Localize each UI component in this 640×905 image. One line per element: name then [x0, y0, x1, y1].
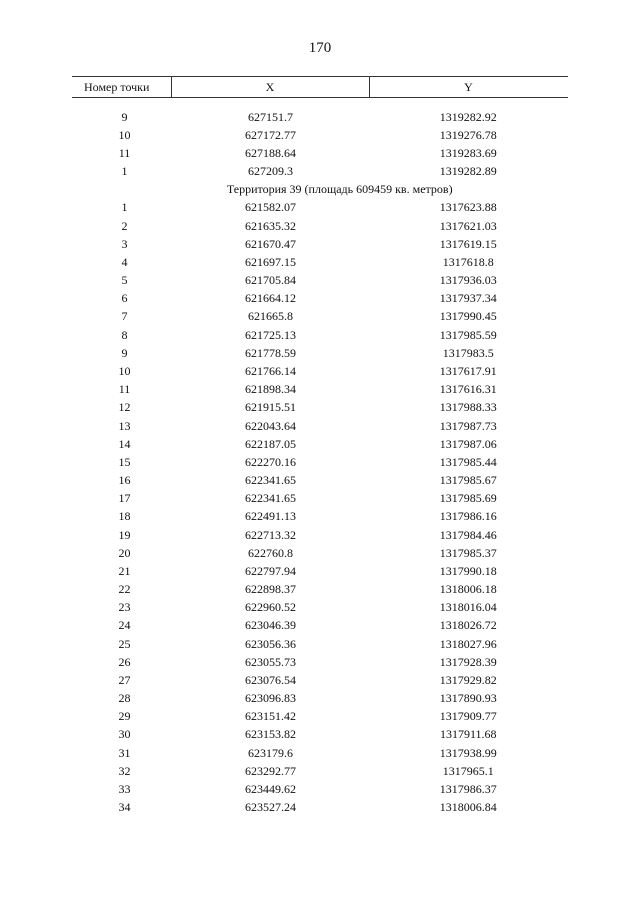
y-coordinate-cell: 1317985.44	[439, 454, 497, 469]
y-coordinate-cell: 1317929.82	[439, 672, 497, 687]
table-row	[72, 690, 568, 708]
x-coordinate-cell: 623153.82	[245, 727, 296, 742]
point-number-cell: 13	[118, 418, 131, 433]
y-coordinate-cell: 1317937.34	[439, 291, 497, 306]
point-number-cell: 33	[118, 781, 131, 796]
point-number-cell: 11	[118, 382, 131, 397]
y-coordinate-cell: 1317988.33	[439, 400, 497, 415]
x-coordinate-cell: 623046.39	[245, 618, 296, 633]
table-row	[72, 453, 568, 471]
y-coordinate-cell: 1318027.96	[439, 636, 497, 651]
point-number-cell: 22	[118, 582, 131, 597]
point-number-cell: 10	[118, 127, 131, 142]
x-coordinate-cell: 623096.83	[245, 691, 296, 706]
y-coordinate-cell: 1317985.67	[439, 473, 497, 488]
y-coordinate-cell: 1317985.59	[439, 327, 497, 342]
x-coordinate-cell: 623527.24	[245, 800, 296, 815]
page-number: 170	[308, 40, 332, 56]
y-coordinate-cell: 1317911.68	[439, 727, 497, 742]
x-coordinate-cell: 621665.8	[248, 309, 293, 324]
point-number-cell: 17	[118, 491, 131, 506]
x-coordinate-cell: 621697.15	[245, 254, 296, 269]
table-row	[72, 708, 568, 726]
point-number-cell: 26	[118, 654, 131, 669]
table-row	[72, 272, 568, 290]
point-number-cell: 29	[118, 709, 131, 724]
table-row	[72, 163, 568, 181]
column-header-point-number: Номер точки	[72, 77, 171, 98]
x-coordinate-cell: 621898.34	[245, 382, 296, 397]
x-coordinate-cell: 622898.37	[245, 582, 296, 597]
y-coordinate-cell: 1317938.99	[439, 745, 497, 760]
column-header-y: Y	[369, 77, 568, 98]
table-row	[72, 199, 568, 217]
table-row	[72, 344, 568, 362]
point-number-cell: 27	[118, 672, 131, 687]
spacer-row	[72, 98, 568, 109]
point-number-cell: 23	[118, 600, 131, 615]
point-number-cell: 28	[118, 691, 131, 706]
x-coordinate-cell: 621705.84	[245, 273, 296, 288]
point-number-cell: 7	[121, 309, 128, 324]
point-number-cell: 1	[121, 200, 128, 215]
y-coordinate-cell: 1317619.15	[439, 236, 497, 251]
table-row	[72, 526, 568, 544]
point-number-cell: 4	[121, 254, 128, 269]
table-header-row	[72, 77, 568, 98]
table-row	[72, 435, 568, 453]
y-coordinate-cell: 1317618.8	[442, 254, 494, 269]
x-coordinate-cell: 623076.54	[245, 672, 296, 687]
table-row	[72, 308, 568, 326]
table-row	[72, 253, 568, 271]
point-number-cell: 16	[118, 473, 131, 488]
y-coordinate-cell: 1319276.78	[439, 127, 497, 142]
point-number-cell: 31	[118, 745, 131, 760]
table-row	[72, 544, 568, 562]
x-coordinate-cell: 622270.16	[245, 454, 296, 469]
point-number-cell: 12	[118, 400, 131, 415]
y-coordinate-cell: 1317987.06	[439, 436, 497, 451]
point-number-cell: 11	[118, 145, 131, 160]
table-row	[72, 562, 568, 580]
y-coordinate-cell: 1317936.03	[439, 273, 497, 288]
table-row	[72, 399, 568, 417]
x-coordinate-cell: 621778.59	[245, 345, 296, 360]
point-number-cell: 20	[118, 545, 131, 560]
point-number-cell: 14	[118, 436, 131, 451]
section-row	[72, 181, 568, 199]
x-coordinate-cell: 622760.8	[248, 545, 293, 560]
y-coordinate-cell: 1317616.31	[439, 382, 497, 397]
table-row	[72, 108, 568, 126]
y-coordinate-cell: 1317985.69	[439, 491, 497, 506]
x-coordinate-cell: 623179.6	[248, 745, 293, 760]
y-coordinate-cell: 1317986.37	[439, 781, 497, 796]
table-body	[72, 98, 568, 817]
y-coordinate-cell: 1317983.5	[442, 345, 494, 360]
point-number-cell: 15	[118, 454, 131, 469]
x-coordinate-cell: 623449.62	[245, 781, 296, 796]
table-row	[72, 217, 568, 235]
table-row	[72, 290, 568, 308]
y-coordinate-cell: 1317621.03	[439, 218, 497, 233]
x-coordinate-cell: 623292.77	[245, 763, 296, 778]
x-coordinate-cell: 623055.73	[245, 654, 296, 669]
table-row	[72, 599, 568, 617]
x-coordinate-cell: 621915.51	[245, 400, 296, 415]
x-coordinate-cell: 627172.77	[245, 127, 296, 142]
y-coordinate-cell: 1319282.89	[439, 164, 497, 179]
x-coordinate-cell: 621635.32	[245, 218, 296, 233]
column-header-x: X	[171, 77, 369, 98]
point-number-cell: 19	[118, 527, 131, 542]
y-coordinate-cell: 1319282.92	[439, 109, 497, 124]
table-row	[72, 726, 568, 744]
table-row	[72, 508, 568, 526]
table-row	[72, 780, 568, 798]
table-row	[72, 417, 568, 435]
y-coordinate-cell: 1317617.91	[439, 363, 497, 378]
point-number-cell: 34	[118, 800, 131, 815]
y-coordinate-cell: 1317909.77	[439, 709, 497, 724]
table-row	[72, 799, 568, 817]
x-coordinate-cell: 622797.94	[245, 563, 296, 578]
table-row	[72, 235, 568, 253]
point-number-cell: 25	[118, 636, 131, 651]
point-number-cell: 18	[118, 509, 131, 524]
x-coordinate-cell: 621664.12	[245, 291, 296, 306]
y-coordinate-cell: 1317928.39	[439, 654, 497, 669]
x-coordinate-cell: 627188.64	[245, 145, 296, 160]
point-number-cell: 2	[121, 218, 128, 233]
x-coordinate-cell: 621582.07	[245, 200, 296, 215]
point-number-cell: 21	[118, 563, 131, 578]
x-coordinate-cell: 621670.47	[245, 236, 296, 251]
table-row	[72, 144, 568, 162]
point-number-cell: 10	[118, 363, 131, 378]
x-coordinate-cell: 627151.7	[248, 109, 293, 124]
x-coordinate-cell: 621766.14	[245, 363, 296, 378]
table-row	[72, 126, 568, 144]
y-coordinate-cell: 1318026.72	[439, 618, 497, 633]
point-number-cell: 30	[118, 727, 131, 742]
point-number-cell: 32	[118, 763, 131, 778]
table-row	[72, 744, 568, 762]
table-row	[72, 471, 568, 489]
x-coordinate-cell: 622043.64	[245, 418, 296, 433]
x-coordinate-cell: 622713.32	[245, 527, 296, 542]
point-number-cell: 9	[121, 345, 128, 360]
table-row	[72, 635, 568, 653]
point-number-cell: 9	[121, 109, 128, 124]
table-row	[72, 762, 568, 780]
table-row	[72, 580, 568, 598]
y-coordinate-cell: 1317985.37	[439, 545, 497, 560]
x-coordinate-cell: 622341.65	[245, 491, 296, 506]
coordinates-table	[72, 76, 568, 817]
table-row	[72, 671, 568, 689]
y-coordinate-cell: 1317990.18	[439, 563, 497, 578]
y-coordinate-cell: 1317987.73	[439, 418, 497, 433]
y-coordinate-cell: 1317890.93	[439, 691, 497, 706]
point-number-cell: 1	[121, 164, 128, 179]
x-coordinate-cell: 622187.05	[245, 436, 296, 451]
point-number-cell: 8	[121, 327, 128, 342]
table-row	[72, 617, 568, 635]
y-coordinate-cell: 1318016.04	[439, 600, 497, 615]
x-coordinate-cell: 622491.13	[245, 509, 296, 524]
point-number-cell: 24	[118, 618, 131, 633]
table-row	[72, 490, 568, 508]
y-coordinate-cell: 1318006.84	[439, 800, 497, 815]
x-coordinate-cell: 623151.42	[245, 709, 296, 724]
x-coordinate-cell: 621725.13	[245, 327, 296, 342]
y-coordinate-cell: 1317986.16	[439, 509, 497, 524]
point-number-cell: 5	[121, 273, 128, 288]
table-row	[72, 653, 568, 671]
y-coordinate-cell: 1317965.1	[442, 763, 494, 778]
section-title: Территория 39 (площадь 609459 кв. метров)	[226, 182, 453, 197]
x-coordinate-cell: 627209.3	[248, 164, 293, 179]
y-coordinate-cell: 1317984.46	[439, 527, 497, 542]
y-coordinate-cell: 1317623.88	[439, 200, 497, 215]
point-number-cell: 6	[121, 291, 128, 306]
y-coordinate-cell: 1318006.18	[439, 582, 497, 597]
x-coordinate-cell: 622960.52	[245, 600, 296, 615]
y-coordinate-cell: 1319283.69	[439, 145, 497, 160]
y-coordinate-cell: 1317990.45	[439, 309, 497, 324]
table-row	[72, 381, 568, 399]
x-coordinate-cell: 622341.65	[245, 473, 296, 488]
x-coordinate-cell: 623056.36	[245, 636, 296, 651]
table-row	[72, 326, 568, 344]
point-number-cell: 3	[121, 236, 128, 251]
table-row	[72, 362, 568, 380]
